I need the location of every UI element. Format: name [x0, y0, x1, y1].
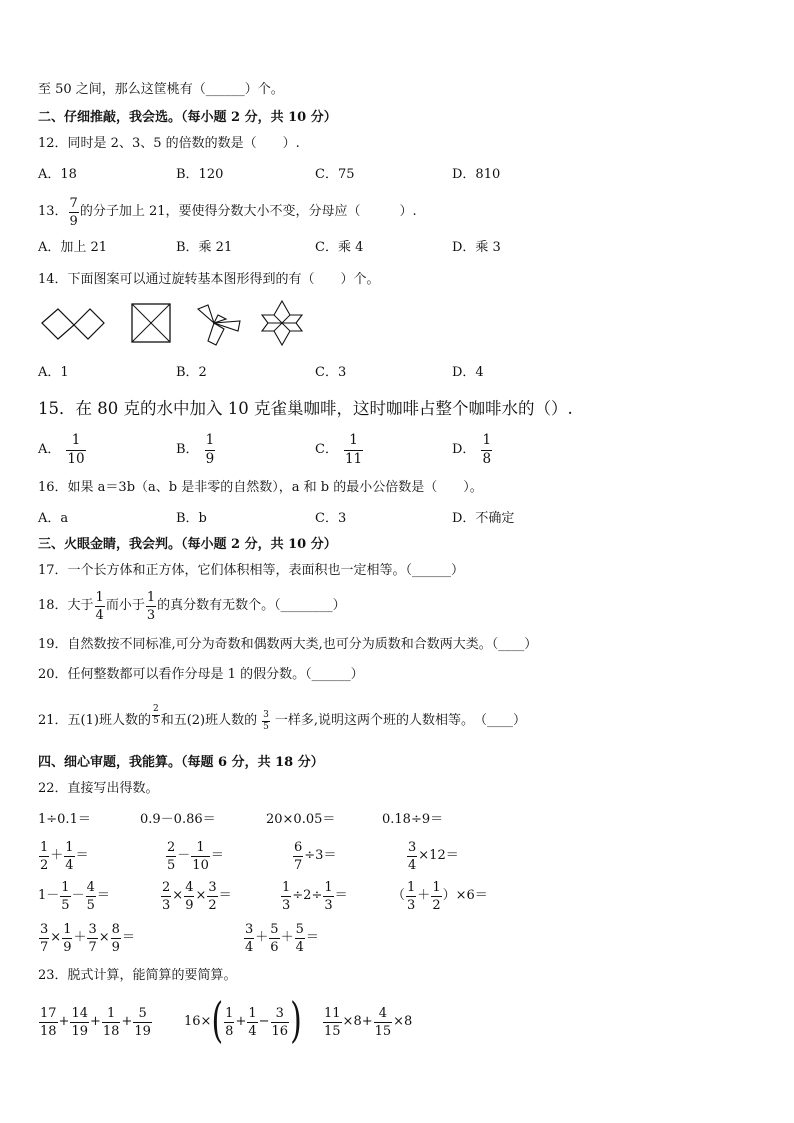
q16-option-a[interactable]: A．a — [38, 511, 69, 526]
q12-option-b[interactable]: B．120 — [176, 167, 224, 182]
calc-2-3: $\frac{6}{7}$ ÷3 ＝ — [294, 839, 337, 873]
q13-number: 13． — [38, 204, 68, 219]
question-23-title: 23．脱式计算，能简算的要简算。 — [38, 968, 237, 983]
calc-2-1: $\frac{1}{2}$ ＋ $\frac{1}{4}$ ＝ — [40, 839, 89, 873]
q15-option-c[interactable]: C． $\frac{1}{11}$ — [315, 432, 363, 467]
q14-option-d[interactable]: D．4 — [452, 365, 484, 380]
q21-fraction-2: $\frac{3}{5}$ — [263, 709, 269, 732]
calc-4-1: $\frac{3}{7}$ × $\frac{1}{9}$ ＋ $\frac{3}{7}$ × $\frac{8}{9}$ ＝ — [40, 921, 135, 955]
q14-figure-square-x — [131, 303, 171, 343]
question-17: 17．一个长方体和正方体，它们体积相等，表面积也一定相等。（______） — [38, 563, 465, 578]
calc-23-2: 16× ( $\frac{1}{8}$ + $\frac{1}{4}$ − $\frac{3}{16}$ ) — [184, 993, 302, 1050]
q18-fraction-1: $\frac{1}{4}$ — [95, 589, 104, 623]
carryover-line: 至 50 之间，那么这筐桃有（______）个。 — [38, 82, 284, 97]
q14-option-c[interactable]: C．3 — [315, 365, 347, 380]
q13-option-c[interactable]: C．乘 4 — [315, 240, 364, 255]
calc-1-2: 0.9－0.86＝ — [140, 812, 216, 827]
calc-3-2: $\frac{2}{3}$ × $\frac{4}{9}$ × $\frac{3}{2}$ ＝ — [162, 879, 232, 913]
q12-option-a[interactable]: A．18 — [38, 167, 77, 182]
q15-option-d[interactable]: D． $\frac{1}{8}$ — [452, 432, 492, 467]
section-2-title: 二、仔细推敲，我会选。（每小题 2 分，共 10 分） — [38, 110, 337, 125]
q16-option-d[interactable]: D．不确定 — [452, 511, 515, 526]
question-15: 15．在 80 克的水中加入 10 克雀巢咖啡，这时咖啡占整个咖啡水的（）. — [38, 399, 573, 418]
question-20: 20．任何整数都可以看作分母是 1 的假分数。（______） — [38, 667, 364, 682]
calc-3-3: $\frac{1}{3}$ ÷2÷ $\frac{1}{3}$ ＝ — [282, 879, 348, 913]
question-12: 12．同时是 2、3、5 的倍数的数是（ ）. — [38, 136, 300, 151]
q16-option-c[interactable]: C．3 — [315, 511, 347, 526]
calc-3-4: （ $\frac{1}{3}$ ＋ $\frac{1}{2}$ ）×6 ＝ — [392, 879, 488, 913]
calc-2-2: $\frac{2}{5}$ － $\frac{1}{10}$ ＝ — [167, 839, 224, 873]
question-14: 14．下面图案可以通过旋转基本图形得到的有（ ）个。 — [38, 272, 380, 287]
q13-text: 的分子加上 21，要使得分数大小不变，分母应（ ）. — [79, 204, 417, 219]
q14-figure-pinwheel — [196, 303, 244, 347]
question-16: 16．如果 a＝3b（a、b 是非零的自然数），a 和 b 的最小公倍数是（ ）。 — [38, 480, 483, 495]
calc-4-2: $\frac{3}{4}$ ＋ $\frac{5}{6}$ ＋ $\frac{5}{4}$ ＝ — [245, 921, 319, 955]
question-19: 19．自然数按不同标准,可分为奇数和偶数两大类,也可分为质数和合数两大类。（____） — [38, 637, 538, 652]
calc-23-3: $\frac{11}{15}$ ×8+ $\frac{4}{15}$ ×8 — [324, 1005, 413, 1039]
q15-option-a[interactable]: A． $\frac{1}{10}$ — [38, 432, 85, 467]
q13-option-d[interactable]: D．乘 3 — [452, 240, 501, 255]
q12-option-d[interactable]: D．810 — [452, 167, 501, 182]
q14-option-a[interactable]: A．1 — [38, 365, 69, 380]
section-3-title: 三、火眼金睛，我会判。（每小题 2 分，共 10 分） — [38, 537, 337, 552]
question-13 — [38, 194, 417, 230]
q13-fraction: $\frac{7}{9}$ — [69, 195, 78, 229]
q15-option-b[interactable]: B． $\frac{1}{9}$ — [176, 432, 215, 467]
q12-option-c[interactable]: C．75 — [315, 167, 355, 182]
question-22-title: 22．直接写出得数。 — [38, 781, 159, 796]
calc-23-1: $\frac{17}{18}$ + $\frac{14}{19}$ + $\frac{1}{18}$ + $\frac{5}{19}$ — [40, 1005, 151, 1039]
q14-option-b[interactable]: B．2 — [176, 365, 207, 380]
calc-3-1: 1－ $\frac{1}{5}$ － $\frac{4}{5}$ ＝ — [38, 879, 110, 913]
q14-figure-star — [260, 300, 304, 346]
q18-fraction-2: $\frac{1}{3}$ — [146, 589, 156, 623]
calc-1-1: 1÷0.1＝ — [38, 812, 91, 827]
q16-option-b[interactable]: B．b — [176, 511, 207, 526]
q21-fraction-1: $\frac{2}{5}$ — [152, 703, 159, 726]
question-18: 18．大于 $\frac{1}{4}$ 而小于 $\frac{1}{3}$ 的真分数有无数个。（________） — [38, 589, 346, 623]
calc-1-3: 20×0.05＝ — [266, 812, 336, 827]
q14-figure-squares — [40, 303, 106, 343]
question-21: 21．五(1)班人数的 $\frac{2}{5}$ 和五(2)班人数的 $\frac{3}{5}$ 一样多,说明这两个班的人数相等。 （____） — [38, 703, 526, 732]
q13-option-a[interactable]: A．加上 21 — [38, 240, 108, 255]
calc-1-4: 0.18÷9＝ — [382, 812, 444, 827]
q13-option-b[interactable]: B．乘 21 — [176, 240, 233, 255]
section-4-title: 四、细心审题，我能算。（每题 6 分，共 18 分） — [38, 755, 324, 770]
calc-2-4: $\frac{3}{4}$ ×12 ＝ — [408, 839, 459, 873]
